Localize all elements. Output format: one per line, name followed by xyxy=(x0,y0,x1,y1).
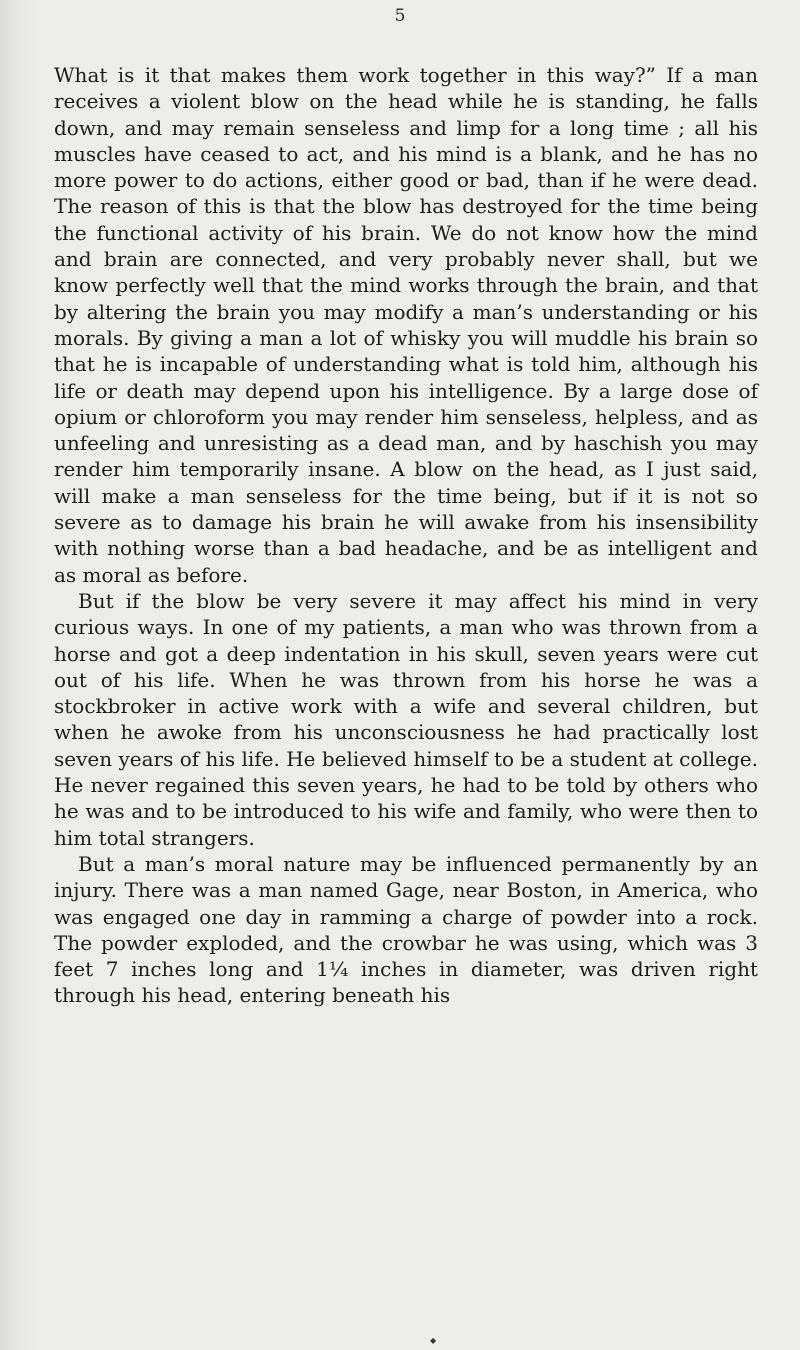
paragraph-2: But if the blow be very severe it may affect his mind in very curious ways. In one of my patients, a man who was thrown from a horse and got a deep indentation in his skull, seven years were cut out of his life. When he was thrown from his horse he was a stockbroker in active work with a wife and several children, but when he awoke from his unconsciousness he had practically lost seven years of his life. He believed himself to be a student at college. He never regained this seven years, he had to be told by others who he was and to be introduced to his wife and family, who were then to him total strangers. xyxy=(54,588,758,850)
page-number: 5 xyxy=(394,6,406,26)
printer-mark: ◆ xyxy=(430,1336,437,1345)
paragraph-1: What is it that makes them work together in this way?” If a man receives a violent blow on the head while he is standing, he falls down, and may remain senseless and limp for a long time ; all his muscles have ceased to act, and his mind is a blank, and he has no more power to do actions, either good or bad, than if he were dead. The reason of this is that the blow has destroyed for the time being the functional activity of his brain. We do not know how the mind and brain are connected, and very probably never shall, but we know perfectly well that the mind works through the brain, and that by altering the brain you may modify a man’s understanding or his morals. By giving a man a lot of whisky you will muddle his brain so that he is incapable of understanding what is told him, although his life or death may depend upon his intelligence. By a large dose of opium or chloroform you may render him senseless, helpless, and as unfeeling and unresisting as a dead man, and by haschish you may render him temporarily insane. A blow on the head, as I just said, will make a man senseless for the time being, but if it is not so severe as to damage his brain he will awake from his insensibility with nothing worse than a bad headache, and be as intelligent and as moral as before. xyxy=(54,63,758,587)
paragraph-3: But a man’s moral nature may be influenced permanently by an injury. There was a man named Gage, near Boston, in America, who was engaged one day in ramming a charge of powder into a rock. The powder exploded, and the crowbar he was using, which was 3 feet 7 inches long and 1¼ inches in diameter, was driven right through his head, entering beneath his xyxy=(54,851,758,1008)
body-text xyxy=(54,62,758,1009)
